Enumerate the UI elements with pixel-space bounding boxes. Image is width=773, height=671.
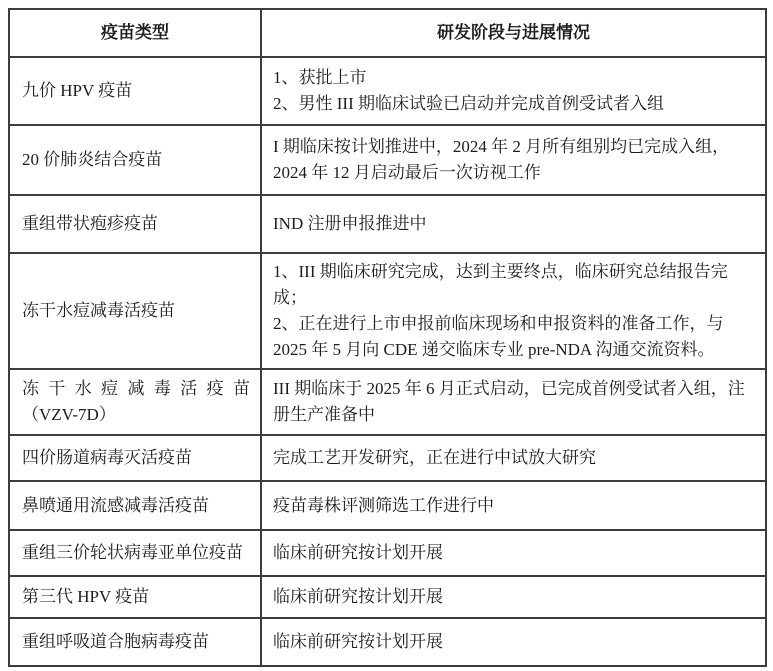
cell-line: III 期临床于 2025 年 6 月正式启动，已完成首例受试者入组，注册生产准备中 [273,379,745,424]
vaccine-type-cell [9,57,261,125]
vaccine-type-cell [9,481,261,530]
table-row [9,57,766,125]
vaccine-type-cell [9,253,261,369]
vaccine-type-cell [9,369,261,435]
cell-line: 鼻喷通用流感减毒活疫苗 [22,495,209,515]
cell-line: 重组三价轮状病毒亚单位疫苗 [22,543,243,562]
vaccine-type-cell [9,530,261,576]
table-row [9,576,766,618]
cell-line: 九价 HPV 疫苗 [22,81,133,100]
table-row [9,253,766,369]
cell-line: 冻干水痘减毒活疫苗 [22,301,175,320]
progress-cell [261,57,766,125]
progress-cell [261,530,766,576]
cell-line: 重组呼吸道合胞病毒疫苗 [22,632,209,651]
column-header-progress: 研发阶段与进展情况 [261,9,766,57]
cell-line: 2、男性 III 期临床试验已启动并完成首例受试者入组 [273,94,664,113]
table-row [9,125,766,195]
cell-line: 临床前研究按计划开展 [273,587,443,606]
table-row [9,369,766,435]
cell-line: 20 价肺炎结合疫苗 [22,150,163,169]
progress-cell [261,618,766,666]
cell-line: 完成工艺开发研究，正在进行中试放大研究 [273,448,596,467]
cell-line: （VZV-7D） [22,405,116,424]
progress-cell [261,369,766,435]
vaccine-type-cell [9,125,261,195]
progress-cell [261,253,766,369]
progress-cell [261,195,766,253]
table-row [9,530,766,576]
progress-cell [261,481,766,530]
cell-line: I 期临床按计划推进中，2024 年 2 月所有组别均已完成入组，2024 年 12 月启动最后一次访视工作 [273,137,730,182]
progress-cell [261,576,766,618]
cell-line: 临床前研究按计划开展 [273,543,443,562]
cell-line: 冻干水痘减毒活疫苗 [22,379,250,398]
cell-line: IND 注册申报推进中 [273,214,427,233]
vaccine-type-cell [9,435,261,481]
table-row [9,435,766,481]
table-row [9,195,766,253]
column-header-vaccine-type: 疫苗类型 [9,9,261,57]
vaccine-progress-table [8,8,767,667]
table-row [9,618,766,666]
progress-cell [261,125,766,195]
cell-line: 四价肠道病毒灭活疫苗 [22,448,192,467]
table-header-row [9,9,766,57]
progress-cell [261,435,766,481]
vaccine-type-cell [9,576,261,618]
cell-line: 1、获批上市 [273,68,367,87]
cell-line: 重组带状疱疹疫苗 [22,214,158,233]
cell-line: 第三代 HPV 疫苗 [22,587,150,606]
cell-line: 临床前研究按计划开展 [273,632,443,651]
cell-line: 1、III 期临床研究完成，达到主要终点，临床研究总结报告完成； [273,262,728,307]
table-row [9,481,766,530]
vaccine-type-cell [9,195,261,253]
vaccine-type-cell [9,618,261,666]
cell-line: 2、正在进行上市申报前临床现场和申报资料的准备工作，与 2025 年 5 月向 CDE 递交临床专业 pre-NDA 沟通交流资料。 [273,314,724,359]
cell-line: 疫苗毒株评测筛选工作进行中 [273,495,494,515]
